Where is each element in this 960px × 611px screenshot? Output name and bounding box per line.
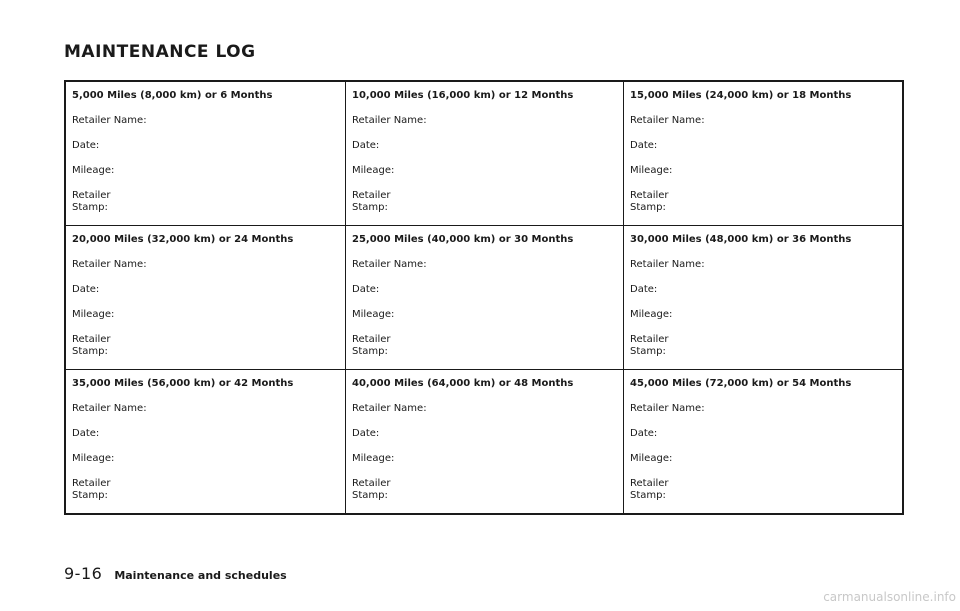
- date-label: Date:: [630, 284, 658, 295]
- interval-heading: 10,000 Miles (16,000 km) or 12 Months: [352, 90, 574, 101]
- interval-heading: 20,000 Miles (32,000 km) or 24 Months: [72, 234, 294, 245]
- retailer-name-label: Retailer Name:: [352, 259, 427, 270]
- retailer-stamp-label: Retailer Stamp:: [630, 190, 669, 213]
- retailer-stamp-label: Retailer Stamp:: [630, 334, 669, 357]
- log-entry-35000: [66, 370, 346, 513]
- interval-heading: 40,000 Miles (64,000 km) or 48 Months: [352, 378, 574, 389]
- interval-heading: 5,000 Miles (8,000 km) or 6 Months: [72, 90, 273, 101]
- date-label: Date:: [72, 428, 100, 439]
- section-name: Maintenance and schedules: [114, 569, 287, 582]
- date-label: Date:: [352, 284, 380, 295]
- retailer-name-label: Retailer Name:: [352, 115, 427, 126]
- retailer-stamp-label: Retailer Stamp:: [72, 478, 111, 501]
- date-label: Date:: [630, 140, 658, 151]
- maintenance-log-table: [64, 80, 904, 515]
- retailer-name-label: Retailer Name:: [630, 259, 705, 270]
- retailer-name-label: Retailer Name:: [72, 115, 147, 126]
- date-label: Date:: [352, 428, 380, 439]
- log-entry-40000: [346, 370, 624, 513]
- mileage-label: Mileage:: [630, 453, 673, 464]
- mileage-label: Mileage:: [630, 165, 673, 176]
- mileage-label: Mileage:: [72, 165, 115, 176]
- interval-heading: 25,000 Miles (40,000 km) or 30 Months: [352, 234, 574, 245]
- retailer-stamp-label: Retailer Stamp:: [352, 190, 391, 213]
- retailer-name-label: Retailer Name:: [630, 115, 705, 126]
- watermark: carmanualsonline.info: [823, 590, 956, 604]
- retailer-stamp-label: Retailer Stamp:: [72, 190, 111, 213]
- retailer-name-label: Retailer Name:: [630, 403, 705, 414]
- interval-heading: 45,000 Miles (72,000 km) or 54 Months: [630, 378, 852, 389]
- log-entry-10000: [346, 82, 624, 226]
- log-entry-25000: [346, 226, 624, 370]
- mileage-label: Mileage:: [630, 309, 673, 320]
- retailer-name-label: Retailer Name:: [352, 403, 427, 414]
- retailer-stamp-label: Retailer Stamp:: [72, 334, 111, 357]
- mileage-label: Mileage:: [352, 165, 395, 176]
- mileage-label: Mileage:: [72, 453, 115, 464]
- date-label: Date:: [72, 284, 100, 295]
- page-number: 9-16: [64, 564, 103, 583]
- retailer-name-label: Retailer Name:: [72, 259, 147, 270]
- retailer-name-label: Retailer Name:: [72, 403, 147, 414]
- interval-heading: 30,000 Miles (48,000 km) or 36 Months: [630, 234, 852, 245]
- interval-heading: 35,000 Miles (56,000 km) or 42 Months: [72, 378, 294, 389]
- date-label: Date:: [352, 140, 380, 151]
- mileage-label: Mileage:: [72, 309, 115, 320]
- retailer-stamp-label: Retailer Stamp:: [352, 334, 391, 357]
- mileage-label: Mileage:: [352, 453, 395, 464]
- log-entry-5000: [66, 82, 346, 226]
- page-footer: [64, 566, 287, 582]
- log-entry-30000: [624, 226, 902, 370]
- log-entry-20000: [66, 226, 346, 370]
- date-label: Date:: [630, 428, 658, 439]
- retailer-stamp-label: Retailer Stamp:: [630, 478, 669, 501]
- retailer-stamp-label: Retailer Stamp:: [352, 478, 391, 501]
- page-title: MAINTENANCE LOG: [64, 42, 256, 62]
- interval-heading: 15,000 Miles (24,000 km) or 18 Months: [630, 90, 852, 101]
- log-entry-45000: [624, 370, 902, 513]
- log-entry-15000: [624, 82, 902, 226]
- date-label: Date:: [72, 140, 100, 151]
- mileage-label: Mileage:: [352, 309, 395, 320]
